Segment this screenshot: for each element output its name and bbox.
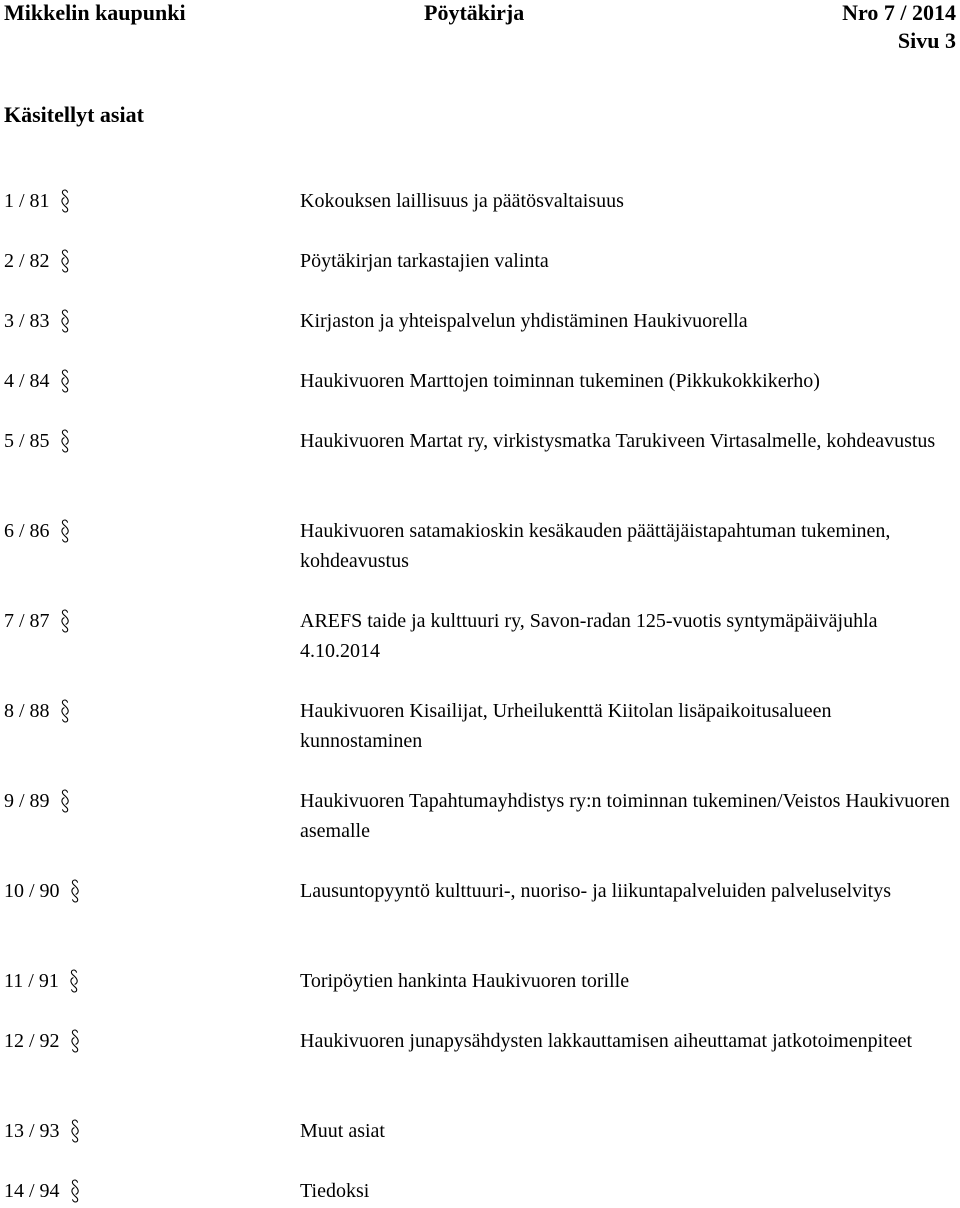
- document-type: Pöytäkirja: [424, 0, 525, 25]
- section-sign-icon: [60, 698, 70, 724]
- organization-name: Mikkelin kaupunki: [4, 0, 186, 25]
- section-sign-icon: [69, 968, 79, 994]
- agenda-item-number: 9 / 89: [4, 790, 50, 812]
- agenda-item-number-cell: [4, 1176, 80, 1206]
- agenda-item-title: Haukivuoren Martat ry, virkistysmatka Tarukiveen Virtasalmelle, kohdeavustus: [300, 430, 936, 452]
- agenda-item-number: 4 / 84: [4, 370, 50, 392]
- agenda-item-number: 1 / 81: [4, 190, 50, 212]
- section-sign-icon: [60, 518, 70, 544]
- agenda-item-title: Haukivuoren Marttojen toiminnan tukeminen (Pikkukokkikerho): [300, 370, 820, 392]
- section-sign-icon: [60, 368, 70, 394]
- agenda-item-title: Pöytäkirjan tarkastajien valinta: [300, 250, 549, 272]
- agenda-item-title: Muut asiat: [300, 1120, 385, 1142]
- section-sign-icon: [60, 248, 70, 274]
- agenda-item-title: Haukivuoren junapysähdysten lakkauttamisen aiheuttamat jatkotoimenpiteet: [300, 1030, 913, 1052]
- agenda-item-title: Haukivuoren Tapahtumayhdistys ry:n toiminnan tukeminen/Veistos Haukivuoren asemalle: [300, 790, 950, 842]
- section-sign-icon: [70, 1028, 80, 1054]
- agenda-item-title: Kirjaston ja yhteispalvelun yhdistäminen Haukivuorella: [300, 310, 748, 332]
- section-title: Käsitellyt asiat: [4, 102, 144, 127]
- section-sign-icon: [70, 1118, 80, 1144]
- agenda-item-title: AREFS taide ja kulttuuri ry, Savon-radan 125-vuotis syntymäpäiväjuhla 4.10.2014: [300, 610, 878, 662]
- agenda-item-number-cell: [4, 426, 70, 456]
- document-number: Nro 7 / 2014: [842, 0, 956, 25]
- section-sign-icon: [70, 878, 80, 904]
- agenda-item-number-cell: [4, 966, 79, 996]
- agenda-item-title: Haukivuoren Kisailijat, Urheilukenttä Kiitolan lisäpaikoitusalueen kunnostaminen: [300, 700, 832, 752]
- agenda-item-number-cell: [4, 516, 70, 546]
- agenda-item-number: 12 / 92: [4, 1030, 60, 1052]
- section-sign-icon: [70, 1178, 80, 1204]
- section-sign-icon: [60, 308, 70, 334]
- agenda-item-number: 5 / 85: [4, 430, 50, 452]
- agenda-item-number: 14 / 94: [4, 1180, 60, 1202]
- agenda-item-number-cell: [4, 606, 70, 636]
- agenda-item-number-cell: [4, 306, 70, 336]
- agenda-item-number-cell: [4, 786, 70, 816]
- agenda-item-title: Haukivuoren satamakioskin kesäkauden päättäjäistapahtuman tukeminen, kohdeavustus: [300, 520, 891, 572]
- section-sign-icon: [60, 788, 70, 814]
- agenda-item-number: 6 / 86: [4, 520, 50, 542]
- agenda-item-number: 11 / 91: [4, 970, 59, 992]
- agenda-item-number: 10 / 90: [4, 880, 60, 902]
- agenda-item-number: 8 / 88: [4, 700, 50, 722]
- agenda-item-number-cell: [4, 246, 70, 276]
- agenda-item-number-cell: [4, 876, 80, 906]
- agenda-item-number: 13 / 93: [4, 1120, 60, 1142]
- agenda-item-number-cell: [4, 1116, 80, 1146]
- page-number: Sivu 3: [897, 28, 956, 53]
- agenda-item-number-cell: [4, 1026, 80, 1056]
- agenda-item-title: Toripöytien hankinta Haukivuoren torille: [300, 970, 630, 992]
- section-sign-icon: [60, 608, 70, 634]
- agenda-item-number-cell: [4, 186, 70, 216]
- agenda-item-number-cell: [4, 696, 70, 726]
- section-sign-icon: [60, 428, 70, 454]
- section-sign-icon: [60, 188, 70, 214]
- agenda-item-number: 2 / 82: [4, 250, 50, 272]
- agenda-item-title: Kokouksen laillisuus ja päätösvaltaisuus: [300, 190, 624, 212]
- agenda-item-title: Lausuntopyyntö kulttuuri-, nuoriso- ja liikuntapalveluiden palveluselvitys: [300, 880, 892, 902]
- agenda-item-number-cell: [4, 366, 70, 396]
- agenda-item-title: Tiedoksi: [300, 1180, 370, 1202]
- agenda-item-number: 3 / 83: [4, 310, 50, 332]
- agenda-item-number: 7 / 87: [4, 610, 50, 632]
